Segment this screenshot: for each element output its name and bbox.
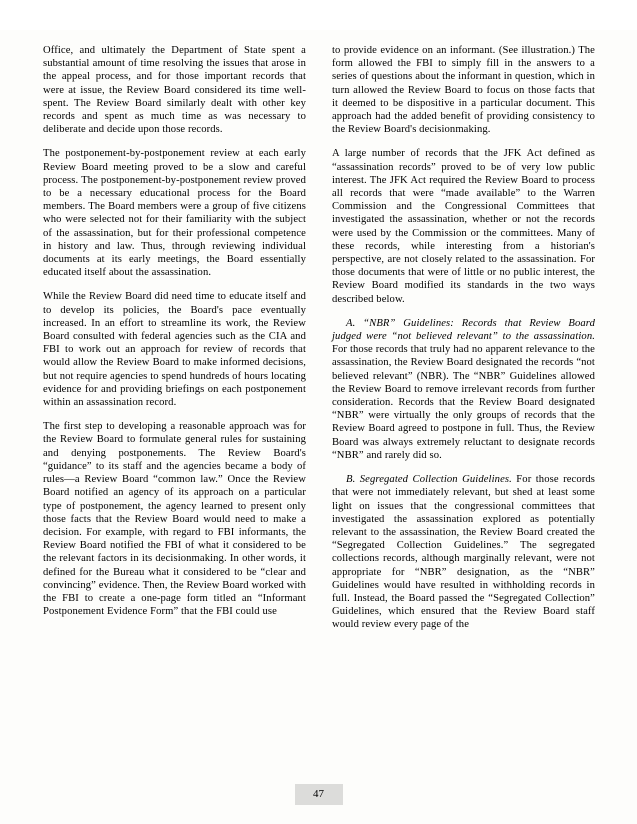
paragraph: The postponement-by-postponement review at each early Review Board meeting proved to be a slow and careful process. The postponement-by-postponement review proved to be a necessary educational process for the Board members. The Board members were a group of five citizens who were selected not for their familiarity with the subject of the assassination, but for their professional competence in history and law. Thus, through reviewing individual documents at its early meetings, the Board essentially educated itself about the assassination. [43,148,306,279]
paragraph: Office, and ultimately the Department of State spent a substantial amount of time resolving the issues that arose in the appeal process, and for those important records that were at issue, the Review Board considered its time well-spent. The Review Board similarly dealt with other key records and spent as much time as was necessary to deliberate and decide upon those records. [43,45,306,136]
left-column [43,44,306,643]
page-top-margin [0,0,637,30]
paragraph: The first step to developing a reasonable approach was for the Review Board to formulate general rules for sustaining and denying postponements. The Review Board's “guidance” to its staff and the agencies became a body of rules—a Review Board “common law.” Once the Review Board notified an agency of its approach on a particular type of postponement, the agency learned to present only those facts that the Review Board would need to make a decision. For example, with regard to FBI informants, the Review Board notified the FBI of what it considered to be the relevant factors in its decisionmaking. In other words, it defined for the Bureau what it considered to be “clear and convincing” evidence. Then, the Review Board worked with the FBI to create a one-page form titled an “Informant Postponement Evidence Form” that the FBI could use [43,421,306,618]
paragraph: to provide evidence on an informant. (See illustration.) The form allowed the FBI to simply fill in the answers to a series of questions about the informant in question, which in turn allowed the Review Board to focus on those facts that it deemed to be dispositive in a particular document. This approach had the added benefit of providing consistency to the Review Board's decisionmaking. [332,45,595,136]
two-column-body [43,44,595,643]
right-column [332,44,595,643]
paragraph-segregated-collection-guidelines: B. Segregated Collection Guidelines. For those records that were not immediately relevant, but shed at least some light on issues that the congressional committees that investigated the assassination explored as potentially relevant to the assassination, the Review Board created the “Segregated Collection Guidelines.” The segregated collections records, although marginally relevant, were not appropriate for “NBR” designation, as the “NBR” Guidelines would have resulted in withholding records in full. Instead, the Board passed the “Segregated Collection” Guidelines, which ensured that the Review Board staff would review every page of the [332,474,595,631]
paragraph-nbr-guidelines: A. “NBR” Guidelines: Records that Review Board judged were “not believed relevant” to the assassination. For those records that truly had no apparent relevance to the assassination, the Review Board designated the records “not believed relevant” (NBR). The “NBR” Guidelines allowed the Review Board to remove irrelevant records from further consideration. Records that the Review Board designated “NBR” were virtually the only groups of records that the Review Board agreed to postpone in full. Thus, the Review Board was always extremely reluctant to designate records “NBR” and rarely did so. [332,317,595,461]
page-number-container [0,784,637,805]
page-number: 47 [295,784,343,805]
paragraph: While the Review Board did need time to educate itself and to develop its policies, the Board's pace eventually increased. In an effort to streamline its work, the Review Board consulted with federal agencies such as the CIA and FBI to work out an approach for review of records that would allow the Review Board to make informed decisions, but not require agencies to spend hundreds of hours locating evidence for and providing briefings on each postponement within an assassination record. [43,291,306,409]
paragraph: A large number of records that the JFK Act defined as “assassination records” proved to be of very low public interest. The JFK Act required the Review Board to process all records that were “made available” to the Warren Commission and the Congressional Committees that investigated the assassination, whether or not the records were used by the Commission or the committees. Many of these records, while interesting from a historian's perspective, are not closely related to the assassination. For those documents that were of little or no public interest, the Review Board modified its standards in the two ways described below. [332,148,595,305]
